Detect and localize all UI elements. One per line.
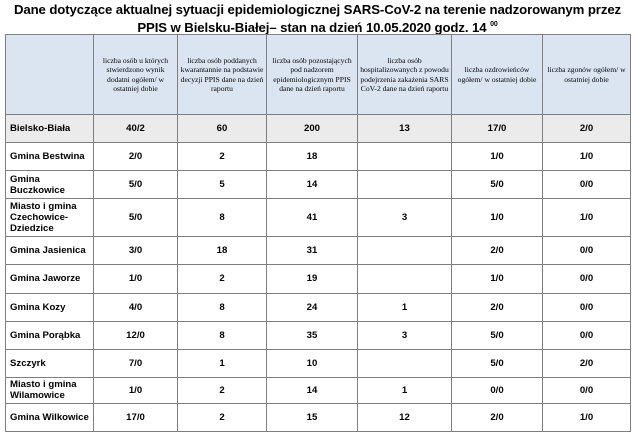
cell-quarantine: 8 (178, 321, 267, 349)
cell-supervision: 19 (267, 265, 358, 293)
cell-supervision: 18 (267, 143, 358, 171)
cell-hospitalized (358, 349, 452, 377)
table-row (6, 293, 631, 321)
table-row (6, 115, 631, 143)
header-deaths: liczba zgonów ogółem/ w ostatniej dobie (543, 35, 631, 115)
header-positive-cases: liczba osób u których stwierdzono wynik dodatni ogółem/ w ostatniej dobie (94, 35, 178, 115)
cell-recovered: 5/0 (452, 171, 543, 199)
cell-hospitalized: 3 (358, 321, 452, 349)
cell-supervision: 24 (267, 293, 358, 321)
cell-recovered: 0/0 (452, 377, 543, 403)
cell-supervision: 31 (267, 237, 358, 265)
cell-supervision: 35 (267, 321, 358, 349)
table-row (6, 265, 631, 293)
cell-hospitalized (358, 265, 452, 293)
cell-supervision: 14 (267, 377, 358, 403)
row-name: Gmina Buczkowice (6, 171, 94, 199)
cell-hospitalized: 1 (358, 377, 452, 403)
cell-quarantine: 2 (178, 143, 267, 171)
cell-quarantine: 60 (178, 115, 267, 143)
cell-quarantine: 8 (178, 199, 267, 237)
cell-deaths: 0/0 (543, 293, 631, 321)
row-name: Gmina Kozy (6, 293, 94, 321)
header-corner (6, 35, 94, 115)
table-row (6, 171, 631, 199)
cell-recovered: 2/0 (452, 403, 543, 431)
cell-deaths: 0/0 (543, 171, 631, 199)
table-row (6, 199, 631, 237)
cell-recovered: 1/0 (452, 199, 543, 237)
cell-deaths: 0/0 (543, 237, 631, 265)
cell-quarantine: 18 (178, 237, 267, 265)
row-name: Gmina Jasienica (6, 237, 94, 265)
cell-deaths: 0/0 (543, 321, 631, 349)
cell-hospitalized (358, 237, 452, 265)
cell-hospitalized: 3 (358, 199, 452, 237)
table-row (6, 143, 631, 171)
cell-positive: 5/0 (94, 199, 178, 237)
header-hospitalized: liczba osób hospitalizowanych z powodu podejrzenia zakażenia SARS CoV-2 dane na dzień raportu (358, 35, 452, 115)
cell-recovered: 5/0 (452, 349, 543, 377)
row-name: Gmina Jaworze (6, 265, 94, 293)
cell-quarantine: 2 (178, 265, 267, 293)
cell-quarantine: 2 (178, 377, 267, 403)
title-line-1: Dane dotyczące aktualnej sytuacji epidemiologicznej SARS-CoV-2 na terenie nadzorowanym przez (13, 2, 622, 17)
row-name: Miasto i gmina Czechowice-Dziedzice (6, 199, 94, 237)
cell-supervision: 41 (267, 199, 358, 237)
cell-recovered: 1/0 (452, 265, 543, 293)
cell-recovered: 5/0 (452, 321, 543, 349)
cell-supervision: 14 (267, 171, 358, 199)
cell-supervision: 15 (267, 403, 358, 431)
cell-hospitalized (358, 171, 452, 199)
cell-quarantine: 1 (178, 349, 267, 377)
cell-hospitalized: 12 (358, 403, 452, 431)
row-name: Bielsko-Biała (6, 115, 94, 143)
header-quarantine: liczba osób poddanych kwarantannie na podstawie decyzji PPIS dane na dzień raportu (178, 35, 267, 115)
row-name: Miasto i gmina Wilamowice (6, 377, 94, 403)
covid-data-table (5, 34, 631, 432)
table-row (6, 349, 631, 377)
title-line-2-text: PPIS w Bielsku-Białej– stan na dzień 10.05.2020 godz. 14 (137, 20, 487, 35)
cell-positive: 1/0 (94, 377, 178, 403)
cell-deaths: 0/0 (543, 377, 631, 403)
cell-positive: 1/0 (94, 265, 178, 293)
cell-hospitalized: 13 (358, 115, 452, 143)
row-name: Gmina Porąbka (6, 321, 94, 349)
document-title (0, 2, 635, 35)
table-row (6, 377, 631, 403)
cell-deaths: 2/0 (543, 349, 631, 377)
cell-recovered: 2/0 (452, 293, 543, 321)
cell-hospitalized: 1 (358, 293, 452, 321)
cell-positive: 2/0 (94, 143, 178, 171)
cell-quarantine: 8 (178, 293, 267, 321)
cell-supervision: 10 (267, 349, 358, 377)
cell-recovered: 17/0 (452, 115, 543, 143)
table-header-row (6, 35, 631, 115)
header-supervision: liczba osób pozostających pod nadzorem epidemiologicznym PPIS dane na dzień raportu (267, 35, 358, 115)
cell-positive: 7/0 (94, 349, 178, 377)
table-row (6, 237, 631, 265)
cell-supervision: 200 (267, 115, 358, 143)
cell-recovered: 2/0 (452, 237, 543, 265)
cell-positive: 4/0 (94, 293, 178, 321)
header-recovered: liczba ozdrowieńców ogółem/ w ostatniej dobie (452, 35, 543, 115)
row-name: Szczyrk (6, 349, 94, 377)
table-row (6, 321, 631, 349)
row-name: Gmina Wilkowice (6, 403, 94, 431)
cell-positive: 17/0 (94, 403, 178, 431)
cell-quarantine: 5 (178, 171, 267, 199)
cell-deaths: 2/0 (543, 115, 631, 143)
cell-deaths: 1/0 (543, 403, 631, 431)
cell-deaths: 1/0 (543, 143, 631, 171)
cell-positive: 40/2 (94, 115, 178, 143)
row-name: Gmina Bestwina (6, 143, 94, 171)
cell-positive: 5/0 (94, 171, 178, 199)
cell-positive: 12/0 (94, 321, 178, 349)
cell-deaths: 1/0 (543, 199, 631, 237)
cell-recovered: 1/0 (452, 143, 543, 171)
cell-deaths: 0/0 (543, 265, 631, 293)
cell-positive: 3/0 (94, 237, 178, 265)
cell-hospitalized (358, 143, 452, 171)
table-row (6, 403, 631, 431)
cell-quarantine: 2 (178, 403, 267, 431)
title-time-superscript: 00 (490, 21, 498, 28)
title-line-2 (0, 17, 635, 35)
